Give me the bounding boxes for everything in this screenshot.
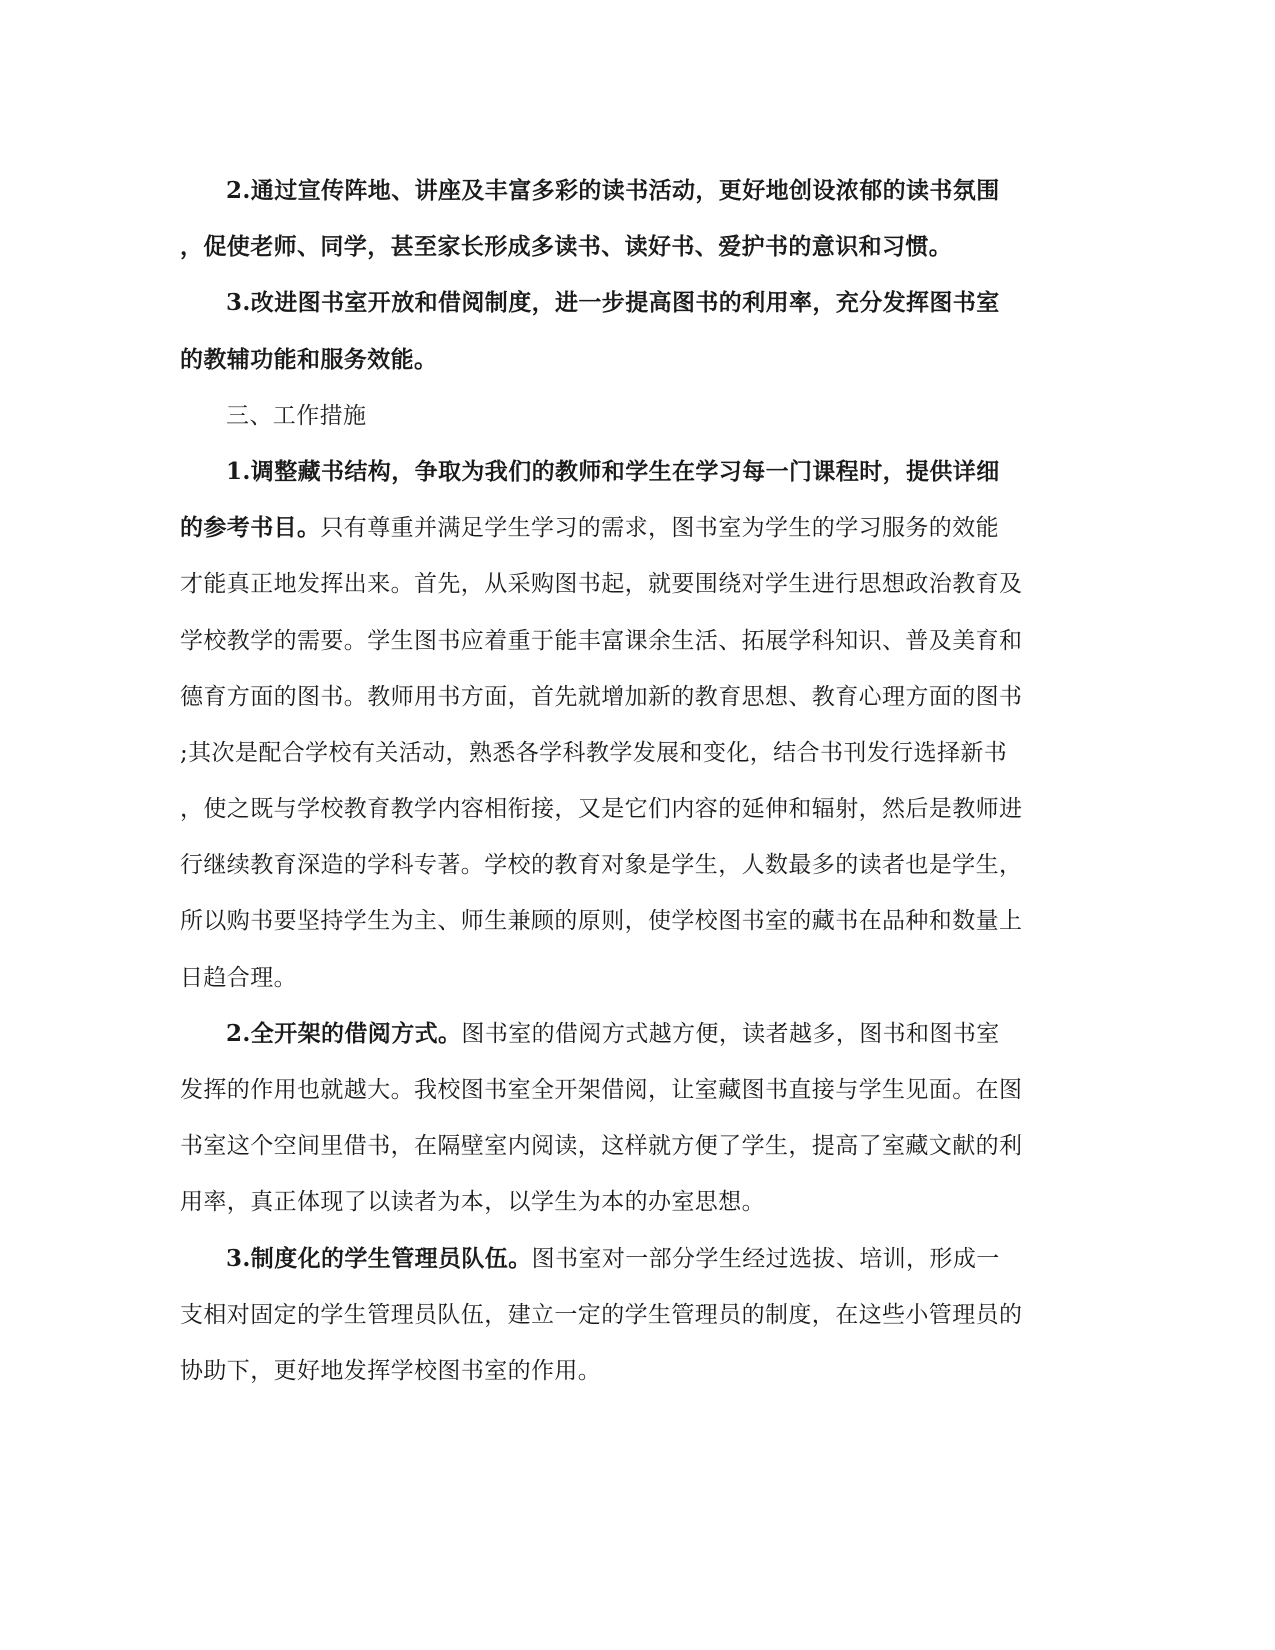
- document-page: [180, 163, 1080, 1399]
- measure-2-text-line-3: 书室这个空间里借书，在隔壁室内阅读，这样就方便了学生，提高了室藏文献的利: [180, 1133, 1023, 1160]
- goal-paragraph-2: [180, 163, 1080, 275]
- measure-1-text-line-7: 行继续教育深造的学科专著。学校的教育对象是学生，人数最多的读者也是学生，: [180, 852, 1023, 879]
- measure-1-bold-line-2: 的参考书目。: [180, 514, 321, 542]
- measure-2-text-line-2: 发挥的作用也就越大。我校图书室全开架借阅，让室藏图书直接与学生见面。在图: [180, 1077, 1023, 1103]
- measure-1-text-line-9: 日趋合理。: [180, 964, 297, 991]
- measure-1-text-line-8: 所以购书要坚持学生为主、师生兼顾的原则，使学校图书室的藏书在品种和数量上: [180, 908, 1023, 935]
- measure-1-text-line-5: ;其次是配合学校有关活动，熟悉各学科教学发展和变化，结合书刊发行选择新书: [180, 739, 1008, 766]
- measure-paragraph-2: [180, 1006, 1080, 1231]
- measure-1-bold-line-1: 1.调整藏书结构，争取为我们的教师和学生在学习每一门课程时，提供详细: [226, 457, 1000, 485]
- measure-2-text-line-4: 用率，真正体现了以读者为本，以学生为本的办室思想。: [180, 1189, 765, 1216]
- goal-2-line-2: ，促使老师、同学，甚至家长形成多读书、读好书、爱护书的意识和习惯。: [180, 233, 953, 261]
- measure-3-line-mixed: [180, 1231, 1080, 1287]
- measure-1-text-line-3: 学校教学的需要。学生图书应着重于能丰富课余生活、拓展学科知识、普及美育和: [180, 627, 1023, 654]
- measure-paragraph-1: [180, 444, 1080, 1006]
- measure-1-text-line-4: 德育方面的图书。教师用书方面，首先就增加新的教育思想、教育心理方面的图书: [180, 683, 1023, 710]
- measure-3-text-line-3: 协助下，更好地发挥学校图书室的作用。: [180, 1357, 602, 1384]
- goal-3-line-1: 3.改进图书室开放和借阅制度，进一步提高图书的利用率，充分发挥图书室: [226, 289, 1000, 317]
- goal-2-line-1: 2.通过宣传阵地、讲座及丰富多彩的读书活动，更好地创设浓郁的读书氛围: [226, 177, 1000, 204]
- measure-2-line-mixed: [180, 1006, 1080, 1062]
- measure-1-text-line-2: 才能真正地发挥出来。首先，从采购图书起，就要围绕对学生进行思想政治教育及: [180, 571, 1023, 598]
- measure-1-text-line-1: 只有尊重并满足学生学习的需求，图书室为学生的学习服务的效能: [320, 515, 1000, 542]
- goal-paragraph-3: [180, 275, 1080, 387]
- measure-3-bold-lead: 3.制度化的学生管理员队伍。: [226, 1244, 532, 1272]
- measure-2-text-line-1: 图书室的借阅方式越方便，读者越多，图书和图书室: [461, 1020, 1000, 1047]
- section-heading-measures: 三、工作措施: [226, 402, 367, 429]
- measure-paragraph-3: [180, 1231, 1080, 1400]
- measure-3-text-line-2: 支相对固定的学生管理员队伍，建立一定的学生管理员的制度，在这些小管理员的: [180, 1301, 1023, 1328]
- measure-2-bold-lead: 2.全开架的借阅方式。: [226, 1019, 462, 1047]
- measure-1-line-mixed: [180, 500, 1080, 556]
- measure-3-text-line-1: 图书室对一部分学生经过选拔、培训，形成一: [531, 1245, 1000, 1272]
- measure-1-text-line-6: ，使之既与学校教育教学内容相衔接，又是它们内容的延伸和辐射，然后是教师进: [180, 796, 1023, 823]
- goal-3-line-2: 的教辅功能和服务效能。: [180, 345, 438, 373]
